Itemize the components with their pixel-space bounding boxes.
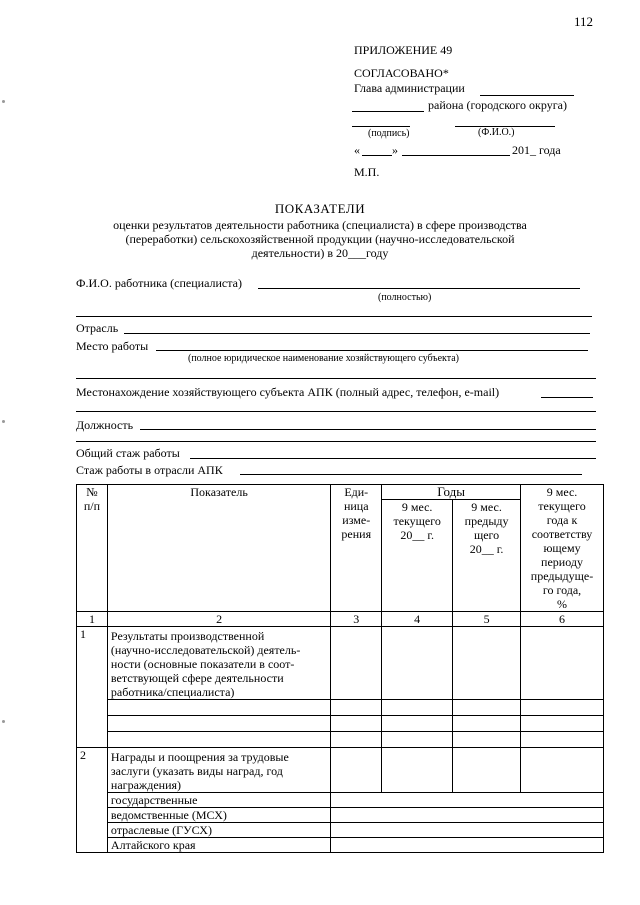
col-num-5: 5: [453, 612, 521, 627]
sign-hint: (подпись): [368, 128, 410, 139]
table-cell[interactable]: [331, 808, 604, 823]
row1-num: 1: [77, 627, 108, 748]
col-num-6: 6: [521, 612, 604, 627]
table-cell[interactable]: [331, 838, 604, 853]
stamp-label: М.П.: [354, 165, 380, 179]
title-line-3: деятельности) в 20___году: [251, 246, 389, 260]
table-cell[interactable]: [331, 716, 382, 732]
table-header-row: [77, 485, 604, 500]
table-cell[interactable]: [331, 700, 382, 716]
fio-extra-line[interactable]: [76, 316, 592, 317]
location-field-label: Местонахождение хозяйствующего субъекта АПК (полный адрес, телефон, e-mail): [76, 385, 500, 399]
scan-mark: [2, 420, 5, 423]
date-open-quote: «: [354, 143, 360, 157]
award-altai: Алтайского края: [107, 838, 330, 853]
district-line: [352, 111, 424, 112]
table-cell[interactable]: [382, 700, 453, 716]
title-line-1: оценки результатов деятельности работника (специалиста) в сфере производства: [113, 218, 527, 232]
table-cell[interactable]: [331, 748, 382, 793]
agreed-label: СОГЛАСОВАНО*: [354, 66, 449, 80]
header-current: 9 мес. текущего 20__ г.: [382, 500, 453, 612]
table-cell[interactable]: [521, 700, 604, 716]
table-cell[interactable]: [453, 732, 521, 748]
table-cell[interactable]: [107, 700, 330, 716]
table-cell[interactable]: [453, 716, 521, 732]
header-percent: 9 мес. текущего года к соответству ющему периоду предыдуще- го года, %: [521, 485, 604, 612]
header-years: Годы: [382, 485, 521, 500]
col-num-3: 3: [331, 612, 382, 627]
title-line-2: (переработки) сельскохозяйственной продукции (научно-исследовательской: [125, 232, 515, 246]
indicators-table: [76, 484, 604, 853]
table-cell[interactable]: [382, 732, 453, 748]
position-field-line[interactable]: [140, 429, 596, 430]
table-cell[interactable]: [331, 823, 604, 838]
table-cell[interactable]: [331, 627, 382, 700]
branch-exp-label: Стаж работы в отрасли АПК: [76, 463, 223, 477]
date-close-quote: »: [392, 143, 398, 157]
total-exp-line[interactable]: [190, 458, 596, 459]
branch-exp-line[interactable]: [240, 474, 582, 475]
table-cell[interactable]: [107, 716, 330, 732]
fio-hint: (Ф.И.О.): [478, 127, 515, 138]
table-row: [77, 732, 604, 748]
col-num-4: 4: [382, 612, 453, 627]
fio-field-label: Ф.И.О. работника (специалиста): [76, 276, 242, 290]
row2-num: 2: [77, 748, 108, 853]
month-line: [402, 155, 510, 156]
table-cell[interactable]: [382, 748, 453, 793]
table-cell[interactable]: [521, 732, 604, 748]
district-label: района (городского округа): [428, 98, 567, 112]
total-exp-label: Общий стаж работы: [76, 446, 180, 460]
table-cell[interactable]: [453, 748, 521, 793]
workplace-extra-line[interactable]: [76, 378, 596, 379]
table-cell[interactable]: [521, 627, 604, 700]
workplace-field-hint: (полное юридическое наименование хозяйствующего субъекта): [188, 353, 459, 364]
table-cell[interactable]: [521, 748, 604, 793]
workplace-field-label: Место работы: [76, 339, 149, 353]
scan-mark: [2, 720, 5, 723]
table-cell[interactable]: [453, 700, 521, 716]
document-title: ПОКАЗАТЕЛИ: [274, 201, 366, 216]
award-ministry: ведомственные (МСХ): [107, 808, 330, 823]
location-field-line[interactable]: [541, 397, 593, 398]
column-number-row: [77, 612, 604, 627]
day-line: [362, 155, 392, 156]
head-admin-line: [480, 95, 574, 96]
header-unit: Еди- ница изме- рения: [331, 485, 382, 612]
table-cell[interactable]: [331, 732, 382, 748]
header-indicator: Показатель: [107, 485, 330, 612]
col-num-1: 1: [77, 612, 108, 627]
table-row: [77, 823, 604, 838]
award-branch: отраслевые (ГУСХ): [107, 823, 330, 838]
position-field-label: Должность: [76, 418, 134, 432]
branch-field-line[interactable]: [124, 333, 590, 334]
sign-line: [352, 126, 410, 127]
table-row: [77, 793, 604, 808]
header-previous: 9 мес. предыду щего 20__ г.: [453, 500, 521, 612]
table-row: [77, 627, 604, 700]
table-row: [77, 700, 604, 716]
page-number: 112: [574, 14, 594, 29]
table-row: [77, 716, 604, 732]
table-cell[interactable]: [453, 627, 521, 700]
table-cell[interactable]: [382, 716, 453, 732]
table-row: [77, 808, 604, 823]
col-num-2: 2: [107, 612, 330, 627]
position-extra-line[interactable]: [76, 441, 596, 442]
table-cell[interactable]: [331, 793, 604, 808]
row2-indicator: Награды и поощрения за трудовые заслуги (указать виды наград, год награждения): [107, 748, 330, 793]
table-row: [77, 838, 604, 853]
head-admin-label: Глава администрации: [354, 81, 465, 95]
fio-field-line[interactable]: [258, 288, 580, 289]
table-cell[interactable]: [107, 732, 330, 748]
row1-indicator: Результаты производственной (научно-исследовательской) деятель- ности (основные показатели в соот- ветствующей сфере деятельности работника/специалиста): [107, 627, 330, 700]
fio-field-hint: (полностью): [378, 292, 432, 303]
table-row: [77, 748, 604, 793]
table-cell[interactable]: [521, 716, 604, 732]
header-num: № п/п: [77, 485, 108, 612]
branch-field-label: Отрасль: [76, 321, 119, 335]
award-state: государственные: [107, 793, 330, 808]
year-label: 201_ года: [512, 143, 561, 157]
scan-mark: [2, 100, 5, 103]
appendix-label: ПРИЛОЖЕНИЕ 49: [354, 43, 453, 57]
location-extra-line[interactable]: [76, 411, 596, 412]
workplace-field-line[interactable]: [156, 350, 588, 351]
table-cell[interactable]: [382, 627, 453, 700]
